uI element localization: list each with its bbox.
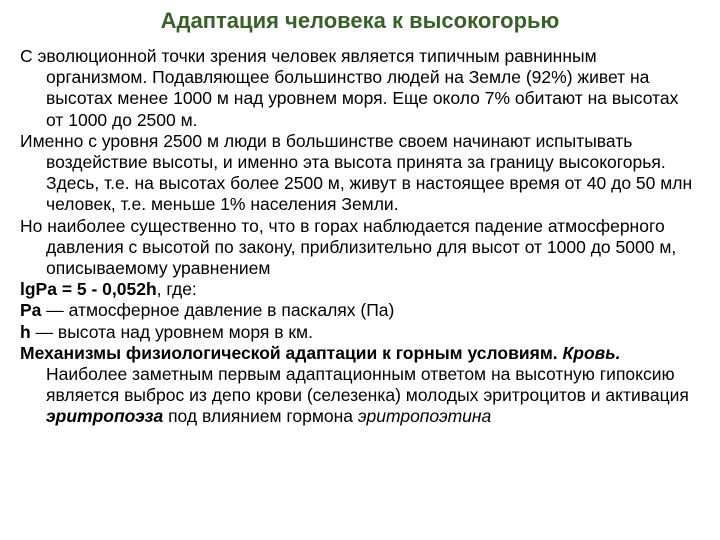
paragraph-highland-boundary: Именно с уровня 2500 м люди в большинстве своем начинают испытывать воздействие высоты, и именно эта высота принята за границу высокогорья. Здесь, т.е. на высотах более 2500 м, живут в настоящее время от 40 до 50 млн человек, т.е. меньше 1% населения Земли. [20, 130, 693, 215]
definition-pa-term: Pa [20, 300, 42, 321]
paragraph-pressure: Но наиболее существенно то, что в горах наблюдается падение атмосферного давления с высотой по закону, приблизительно для высот от 1000 до 5000 м, описываемому уравнением [20, 215, 677, 279]
formula-suffix: , где: [156, 279, 197, 300]
definition-h-text: — высота над уровнем моря в км. [30, 321, 313, 342]
slide-title: Адаптация человека к высокогорью [160, 8, 560, 33]
formula-line [20, 279, 700, 300]
formula: lgPa = 5 - 0,052h [20, 279, 157, 300]
term-erythropoiesis: эритропоэза [46, 406, 164, 427]
mechanisms-text-1: Наиболее заметным первым адаптационным ответом на высотную гипоксию является выброс из депо крови (селезенка) молодых эритроцитов и активация [46, 364, 689, 406]
paragraph-evolution: С эволюционной точки зрения человек является типичным равнинным организмом. Подавляющее большинство людей на Земле (92%) живет на высотах менее 1000 м над уровнем моря. Еще около 7% обитают на высотах от 1000 до 2500 м. [20, 46, 679, 130]
mechanisms-heading: Механизмы физиологической адаптации к горным условиям. [20, 342, 558, 363]
mechanisms-text-2: под влиянием гормона [163, 406, 358, 427]
slide-body [20, 46, 700, 428]
definition-pa-text: — атмосферное давление в паскалях (Па) [41, 300, 395, 321]
definition-h-term: h [20, 321, 31, 342]
paragraph-mechanisms [20, 343, 700, 428]
blood-subheading: Кровь. [562, 342, 621, 363]
term-erythropoietin: эритропоэтина [357, 406, 492, 427]
definition-pa [20, 300, 700, 321]
definition-h [20, 322, 700, 343]
